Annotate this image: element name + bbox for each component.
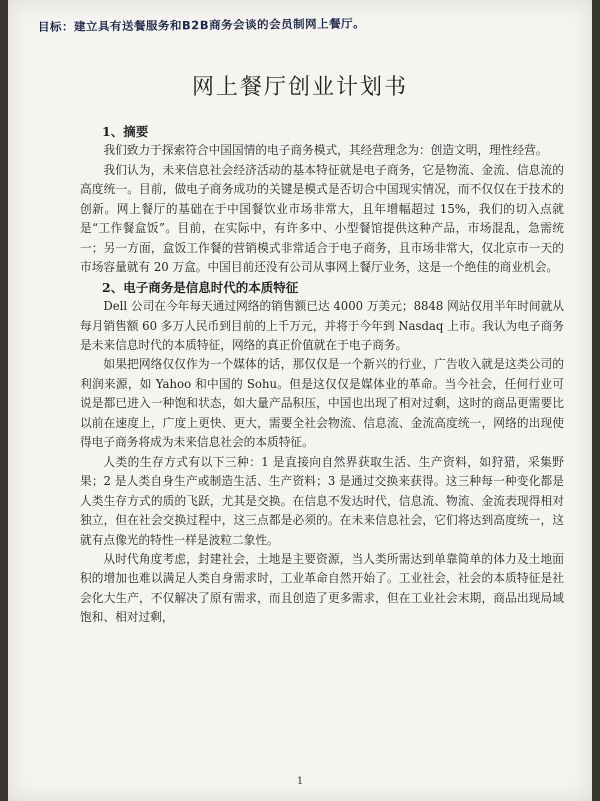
section-heading: 1、摘要 <box>102 124 149 139</box>
paragraph: 从时代角度考虑，封建社会，土地是主要资源，当人类所需达到单靠简单的体力及土地面积的增加也难以满足人类自身需求时，工业革命自然开始了。工业社会，社会的本质特征是社会化大生产，不仅解决了原有需求，而且创造了更多需求，但在工业社会末期，商品出现局域饱和、相对过剩， <box>80 551 564 625</box>
page-number: 1 <box>296 776 304 787</box>
handwritten-note: 目标：建立具有送餐服务和B2B商务会谈的会员制网上餐厅。 <box>37 16 366 34</box>
paragraph: 我们致力于探索符合中国国情的电子商务模式，其经营理念为：创造文明，理性经营。 <box>103 143 548 158</box>
paragraph: Dell 公司在今年每天通过网络的销售额已达 4000 万美元；8848 网站仅用半年时间就从每月销售额 60 多万人民币到目前的上千万元，并将于今年到 Nasdaq 上市。我认为电子商务是未来信息时代的本质特征，网络的真正价值就在于电子商务。 <box>80 299 564 352</box>
document-body <box>80 122 564 628</box>
paragraph: 人类的生存方式有以下三种：1 是直接向自然界获取生活、生产资料，如狩猎，采集野果；2 是人类自身生产或制造生活、生产资料；3 是通过交换来获得。这三种每一种变化都是人类生存方式的质的飞跃，尤其是交换。在信息不发达时代，信息流、物流、金流表现得相对独立，但在社会交换过程中，这三点都是必须的。在未来信息社会，它们将达到高度统一，这就有点像光的特性一样是波粒二象性。 <box>80 454 564 547</box>
paragraph: 我们认为，未来信息社会经济活动的基本特征就是电子商务，它是物流、金流、信息流的高度统一。目前，做电子商务成功的关键是模式是否切合中国现实情况，而不仅仅在于技术的创新。网上餐厅的基础在于中国餐饮业市场非常大，且年增幅超过 15%，我们的切入点就是“工作餐盒饭”。目前，在实际中，有许多中、小型餐馆提供这种产品，市场混乱，急需统一；另一方面，盒饭工作餐的营销模式非常适合于电子商务，且市场非常大，仅北京市一天的市场容量就有 20 万盒。中国目前还没有公司从事网上餐厅业务，这是一个绝佳的商业机会。 <box>80 162 564 275</box>
section-heading: 2、电子商务是信息时代的本质特征 <box>102 279 299 295</box>
document-title: 网上餐厅创业计划书 <box>191 75 408 100</box>
paragraph: 如果把网络仅仅作为一个媒体的话，那仅仅是一个新兴的行业，广告收入就是这类公司的利润来源，如 Yahoo 和中国的 Sohu。但是这仅仅是媒体业的革命。当今社会，任何行业可说是都已进入一种饱和状态，如大量产品积压，中国也出现了相对过剩，这时的商品更需要比以前在速度上，广度上更快、更大，需要全社会物流、信息流、金流高度统一，网络的出现使得电子商务将成为未来信息社会的本质特征。 <box>80 357 564 450</box>
document-page <box>8 0 592 801</box>
